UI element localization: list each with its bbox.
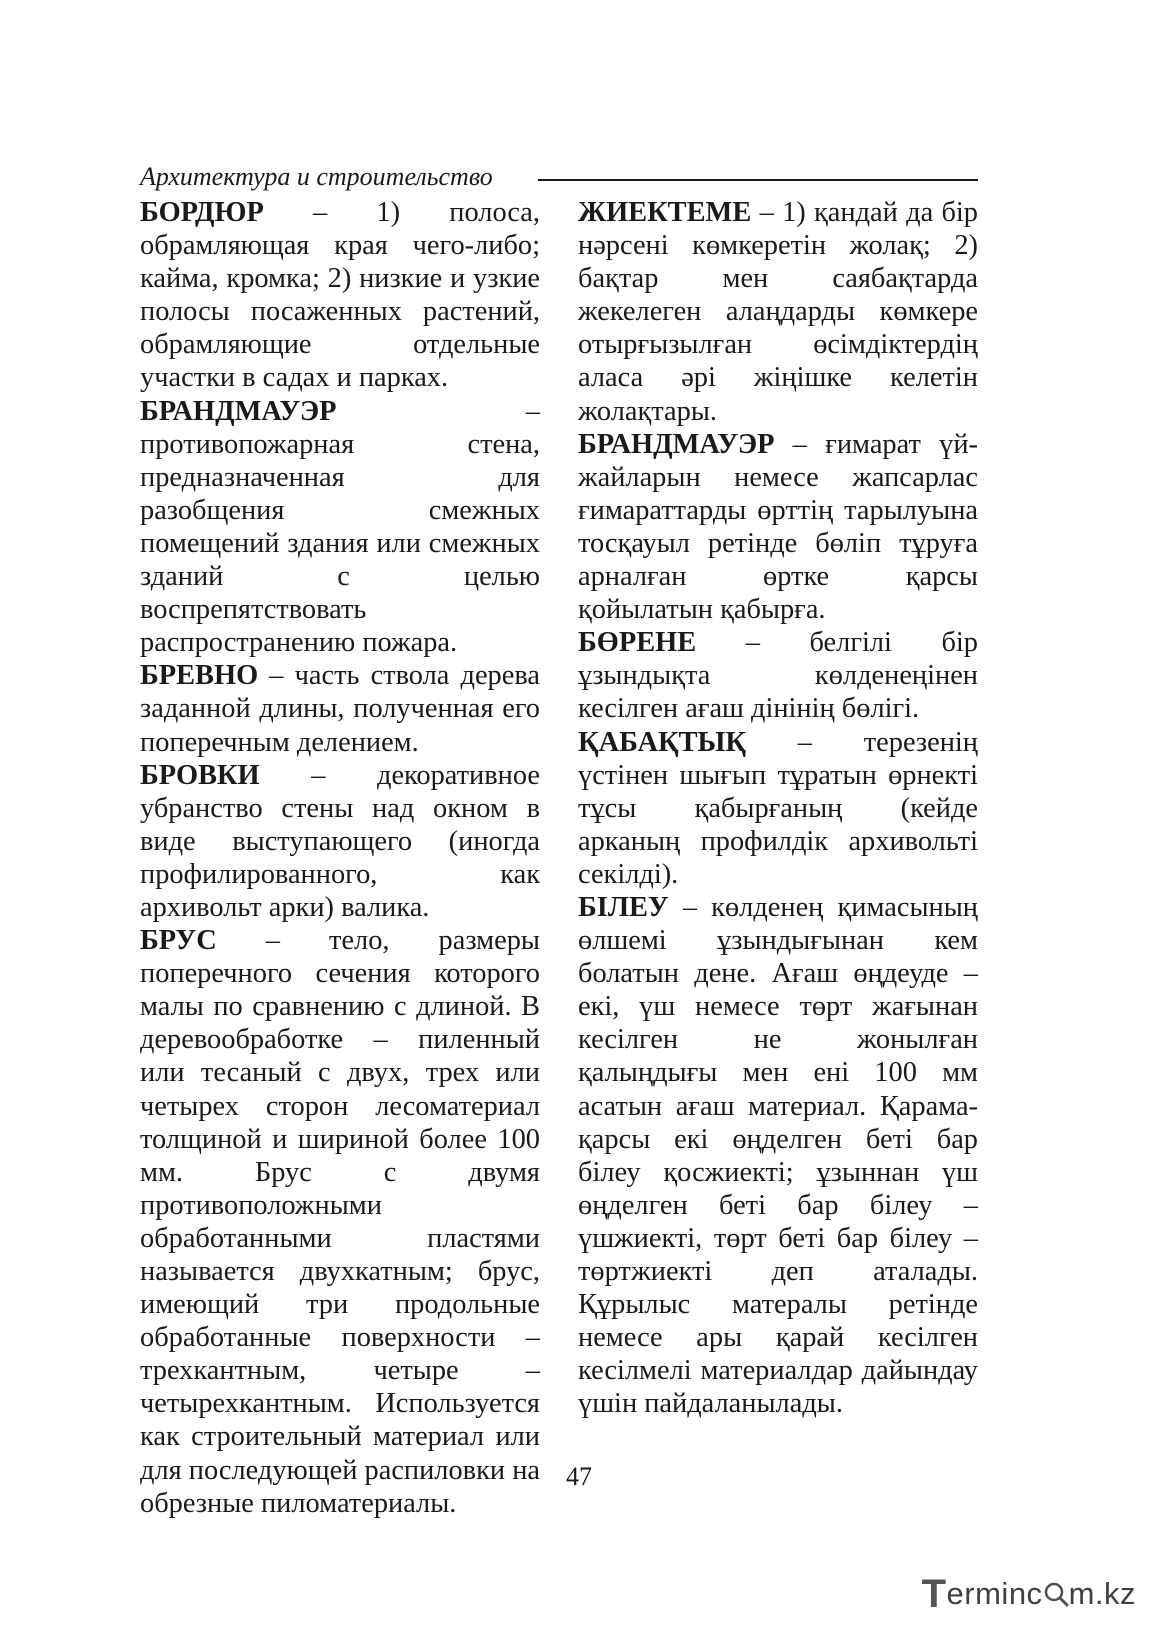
page-number: 47 xyxy=(566,1462,592,1491)
watermark-text-end: m.kz xyxy=(1068,1576,1136,1611)
entry-brus xyxy=(140,924,540,1520)
entry-bordyur xyxy=(140,196,540,395)
entry-definition: – белгілі бір ұзындықта көлденеңінен кесілген ағаш дінінің бөлігі. xyxy=(578,627,978,725)
running-header xyxy=(140,160,978,196)
header-rule xyxy=(538,179,978,181)
entry-borene xyxy=(578,626,978,725)
entry-term: БРУС xyxy=(140,925,217,957)
entry-kabaktyk xyxy=(578,726,978,891)
entry-term: БРОВКИ xyxy=(140,759,260,791)
entry-term: БІЛЕУ xyxy=(578,891,669,923)
header-title: Архитектура и строительство xyxy=(140,160,503,194)
entry-term: БРАНДМАУЭР xyxy=(140,395,337,427)
entry-definition: – 1) қандай да бір нәрсені көмкеретін жолақ; 2) бақтар мен саябақтарда жекелеген алаңдарды көмкере отырғызылған өсімдіктердің аласа әрі жіңішке келетін жолақтары. xyxy=(578,197,978,427)
entry-term: ЖИЕКТЕМЕ xyxy=(578,197,752,228)
left-column xyxy=(140,196,540,1520)
entry-term: БӨРЕНЕ xyxy=(578,627,697,659)
entry-term: ҚАБАҚТЫҚ xyxy=(578,726,746,758)
entry-definition: – көлденең қимасының өлшемі ұзындығынан кем болатын дене. Ағаш өңдеуде – екі, үш немесе төрт жағынан кесілген не жонылған қалыңдығы мен ені 100 мм асатын ағаш материал. Қарама-қарсы екі өңделген беті бар білеу қосжиекті; ұзыннан үш өңделген беті бар білеу – үшжиекті, төрт беті бар білеу – төртжиекті деп аталады. Құрылыс матералы ретінде немесе ары қарай кесілген кесілмелі материалдар дайындау үшін пайдаланылады. xyxy=(578,891,978,1420)
entry-zhiekteme xyxy=(578,196,978,428)
entry-term: БРЕВНО xyxy=(140,660,259,692)
watermark-first-letter: T xyxy=(921,1572,947,1616)
entry-definition: – декоративное убранство стены над окном в виде выступающего (иногда профилированного, как архивольт арки) валика. xyxy=(140,759,540,923)
entry-definition: – терезенің үстінен шығып тұратын өрнекті тұсы қабырғаның (кейде арканың профилдік архивольті секілді). xyxy=(578,726,978,890)
entry-definition: – 1) полоса, обрамляющая края чего-либо; кайма, кромка; 2) низкие и узкие полосы посаженных растений, обрамляющие отдельные участки в садах и парках. xyxy=(140,197,540,394)
entry-bileu xyxy=(578,891,978,1421)
termincom-watermark xyxy=(922,1572,1136,1617)
right-column xyxy=(578,196,978,1420)
entry-definition: – тело, размеры поперечного сечения которого малы по сравнению с длиной. В деревообработке – пиленный или тесаный с двух, трех или четырех сторон лесоматериал толщиной и шириной более 100 мм. Брус с двумя противоположными обработанными пластями называется двухкатным; брус, имеющий три продольные обработанные поверхности – трехкантным, четыре – четырехкантным. Используется как строительный материал или для последующей распиловки на обрезные пиломатериалы. xyxy=(140,925,540,1519)
entry-brandmauer xyxy=(140,395,540,660)
entry-brevno xyxy=(140,659,540,758)
entry-term: БРАНДМАУЭР xyxy=(578,428,775,460)
entry-definition: – ғимарат үй-жайларын немесе жапсарлас ғимараттарды өрттің тарылуына тосқауыл ретінде бөліп тұруға арналған өртке қарсы қойылатын қабырға. xyxy=(578,428,978,626)
entry-definition: – противопожарная стена, предназначенная для разобщения смежных помещений здания или смежных зданий с целью воспрепятствовать распространению пожара. xyxy=(140,395,540,659)
entry-brandmauer-kz xyxy=(578,428,978,627)
entry-definition: – часть ствола дерева заданной длины, полученная его поперечным делением. xyxy=(140,660,540,758)
watermark-text-start: erminc xyxy=(946,1576,1043,1611)
magnifier-icon xyxy=(1043,1579,1069,1615)
entry-term: БОРДЮР xyxy=(140,197,264,228)
entry-brovki xyxy=(140,759,540,924)
